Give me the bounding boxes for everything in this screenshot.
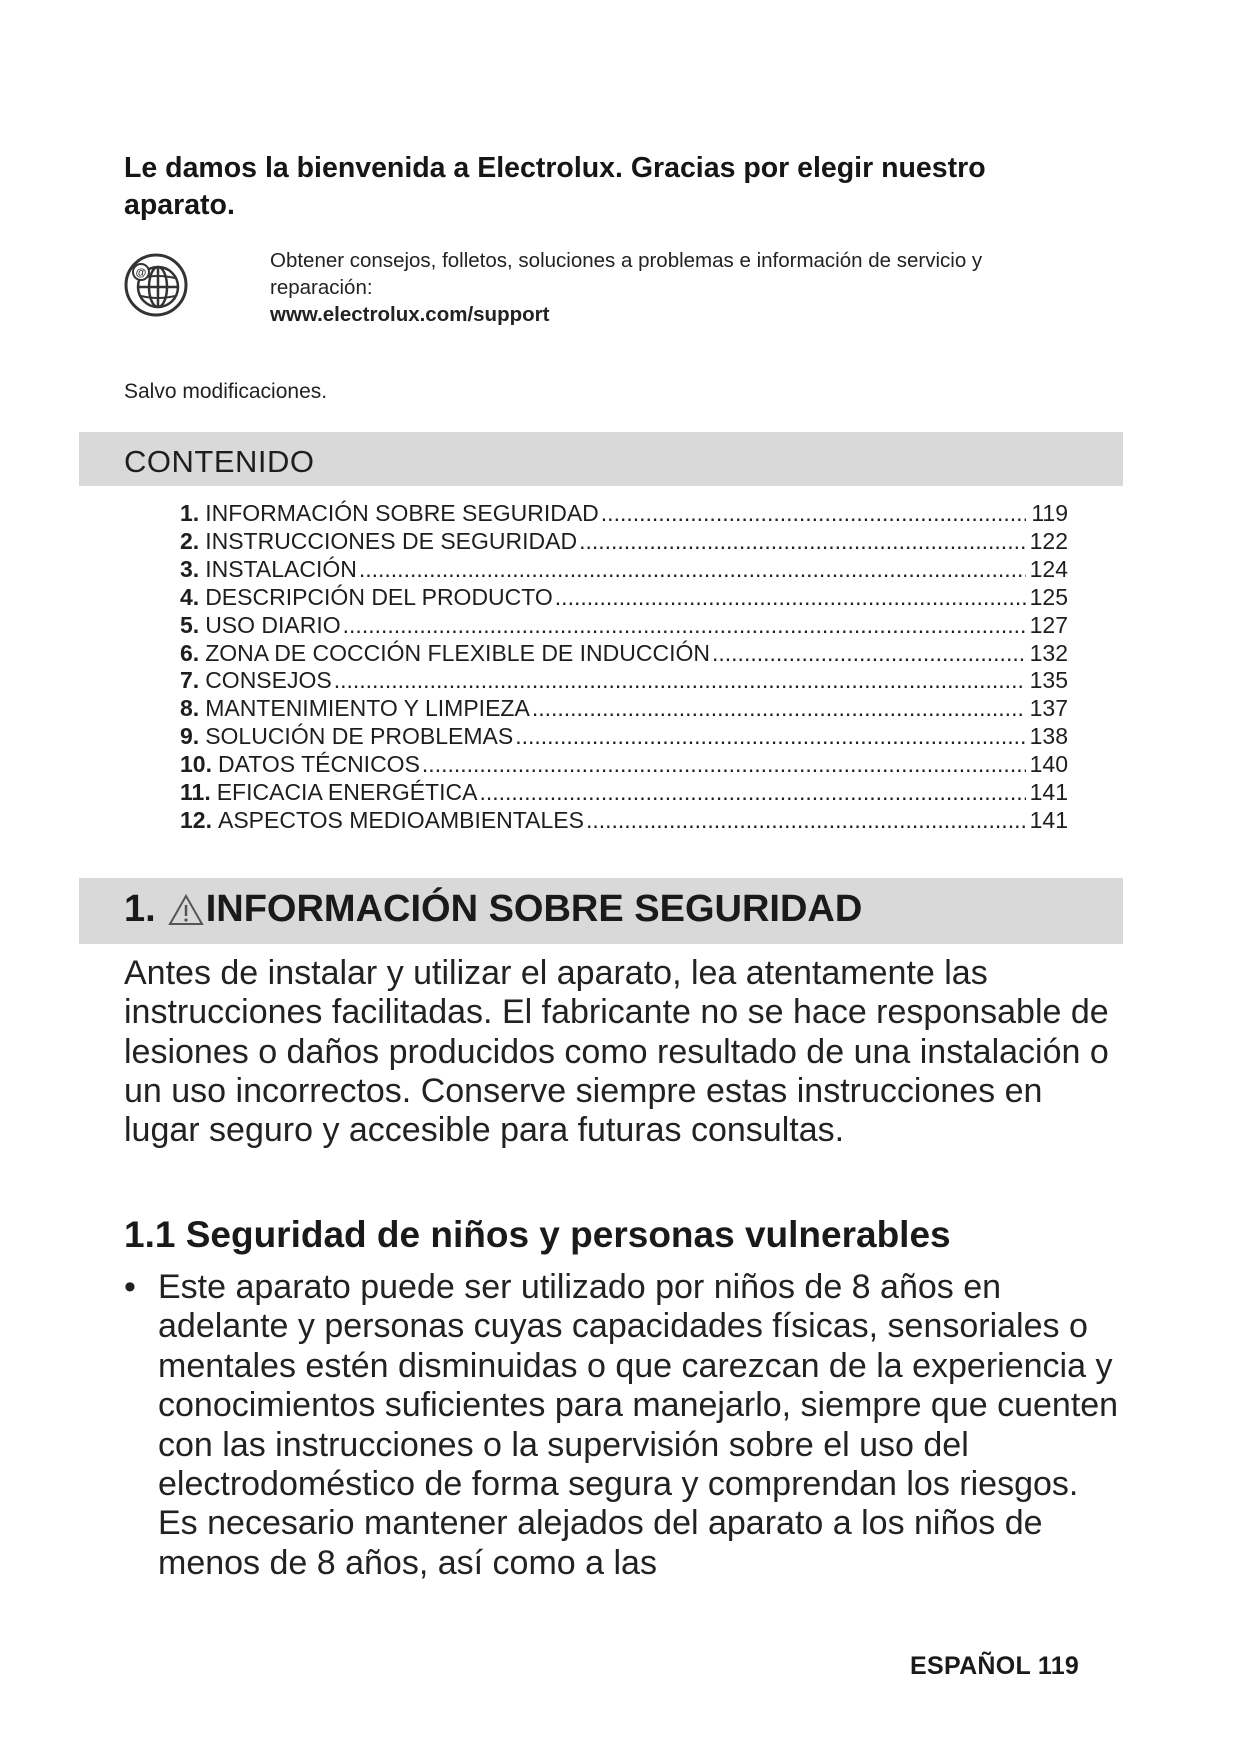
toc-item-page: 132: [1029, 639, 1068, 666]
toc-item-number: 12.: [180, 806, 212, 833]
toc-item-label: DESCRIPCIÓN DEL PRODUCTO: [205, 583, 553, 610]
toc-item[interactable]: [180, 556, 1068, 584]
toc-leader-dots: [601, 500, 1026, 528]
toc-item-number: 5.: [180, 611, 200, 638]
bullet-text: Este aparato puede ser utilizado por niños de 8 años en adelante y personas cuyas capacidades físicas, sensoriales o mentales estén disminuidas o que carezcan de la experiencia y conocimientos suficientes para manejarlo, siempre que cuenten con las instrucciones o la supervisión sobre el uso del electrodoméstico de forma segura y comprendan los riesgos. Es necesario mantener alejados del aparato a los niños de menos de 8 años, así como a las: [158, 1268, 1119, 1582]
table-of-contents: [180, 500, 1068, 835]
toc-item[interactable]: [180, 723, 1068, 751]
welcome-line-2: aparato.: [124, 189, 235, 221]
toc-leader-dots: [359, 556, 1026, 584]
bullet-item: [124, 1268, 1124, 1583]
toc-item-page: 141: [1029, 779, 1068, 806]
toc-item-page: 135: [1029, 667, 1068, 694]
toc-leader-dots: [479, 779, 1026, 807]
toc-item-label: MANTENIMIENTO Y LIMPIEZA: [205, 695, 530, 722]
toc-item[interactable]: [180, 584, 1068, 612]
toc-item[interactable]: [180, 612, 1068, 640]
globe-web-icon: [123, 252, 189, 318]
toc-leader-dots: [334, 667, 1026, 695]
toc-item-label: INFORMACIÓN SOBRE SEGURIDAD: [205, 500, 599, 526]
toc-item-number: 3.: [180, 555, 200, 582]
toc-item-label: CONSEJOS: [205, 667, 332, 694]
support-text-line-1: Obtener consejos, folletos, soluciones a problemas e información de servicio y: [270, 249, 983, 272]
section-number: 1.: [124, 888, 156, 930]
disclaimer-text: Salvo modificaciones.: [124, 380, 328, 403]
warning-triangle-icon: [168, 894, 204, 926]
toc-item-number: 10.: [180, 751, 212, 778]
toc-item-label: EFICACIA ENERGÉTICA: [216, 779, 478, 806]
section-title: [124, 888, 862, 931]
support-info: [270, 247, 1100, 328]
toc-item-page: 137: [1029, 695, 1068, 722]
toc-item-page: 122: [1029, 527, 1068, 554]
toc-item[interactable]: [180, 695, 1068, 723]
toc-leader-dots: [555, 584, 1026, 612]
toc-item-label: ZONA DE COCCIÓN FLEXIBLE DE INDUCCIÓN: [205, 639, 710, 666]
toc-item-number: 1.: [180, 500, 200, 526]
toc-item[interactable]: [180, 751, 1068, 779]
svg-text:@: @: [135, 267, 147, 279]
toc-leader-dots: [532, 695, 1026, 723]
toc-item[interactable]: [180, 779, 1068, 807]
toc-leader-dots: [515, 723, 1026, 751]
toc-leader-dots: [579, 528, 1026, 556]
toc-item-label: INSTRUCCIONES DE SEGURIDAD: [205, 527, 578, 554]
toc-item-page: 119: [1031, 500, 1068, 526]
toc-item-page: 141: [1029, 806, 1068, 833]
toc-item-number: 8.: [180, 695, 200, 722]
toc-leader-dots: [422, 751, 1026, 779]
toc-item-number: 7.: [180, 667, 200, 694]
toc-item-label: INSTALACIÓN: [205, 555, 357, 582]
toc-item-label: SOLUCIÓN DE PROBLEMAS: [205, 723, 514, 750]
toc-item-page: 138: [1029, 723, 1068, 750]
toc-item[interactable]: [180, 807, 1068, 835]
page-footer: ESPAÑOL 119: [910, 1652, 1080, 1680]
toc-item[interactable]: [180, 667, 1068, 695]
welcome-line-1: Le damos la bienvenida a Electrolux. Gracias por elegir nuestro: [124, 152, 986, 184]
subsection-title: 1.1 Seguridad de niños y personas vulnerables: [124, 1214, 951, 1255]
toc-item-number: 11.: [180, 779, 211, 806]
toc-item-number: 4.: [180, 583, 200, 610]
toc-item-label: DATOS TÉCNICOS: [217, 751, 420, 778]
toc-leader-dots: [712, 640, 1026, 668]
toc-item[interactable]: [180, 640, 1068, 668]
toc-item-number: 9.: [180, 723, 200, 750]
section-intro-paragraph: Antes de instalar y utilizar el aparato, lea atentamente las instrucciones facilitadas. El fabricante no se hace responsable de lesiones o daños producidos como resultado de una instalación o un uso incorrectos. Conserve siempre estas instrucciones en lugar seguro y accesible para futuras consultas.: [124, 954, 1109, 1150]
toc-leader-dots: [343, 612, 1026, 640]
toc-item-number: 6.: [180, 639, 200, 666]
bullet-marker: •: [124, 1268, 136, 1306]
support-url-link[interactable]: www.electrolux.com/support: [270, 303, 550, 326]
toc-item-page: 140: [1029, 751, 1068, 778]
toc-item-label: ASPECTOS MEDIOAMBIENTALES: [217, 806, 584, 833]
toc-item-number: 2.: [180, 527, 200, 554]
toc-leader-dots: [586, 807, 1026, 835]
toc-title: CONTENIDO: [124, 444, 315, 479]
toc-item[interactable]: [180, 500, 1068, 528]
support-text-line-2: reparación:: [270, 276, 373, 299]
toc-item-page: 124: [1029, 555, 1068, 582]
toc-item-page: 125: [1029, 583, 1068, 610]
toc-item[interactable]: [180, 528, 1068, 556]
section-title-text: INFORMACIÓN SOBRE SEGURIDAD: [205, 888, 863, 930]
toc-item-page: 127: [1029, 611, 1068, 638]
welcome-heading: [124, 150, 1084, 224]
toc-item-label: USO DIARIO: [205, 611, 341, 638]
